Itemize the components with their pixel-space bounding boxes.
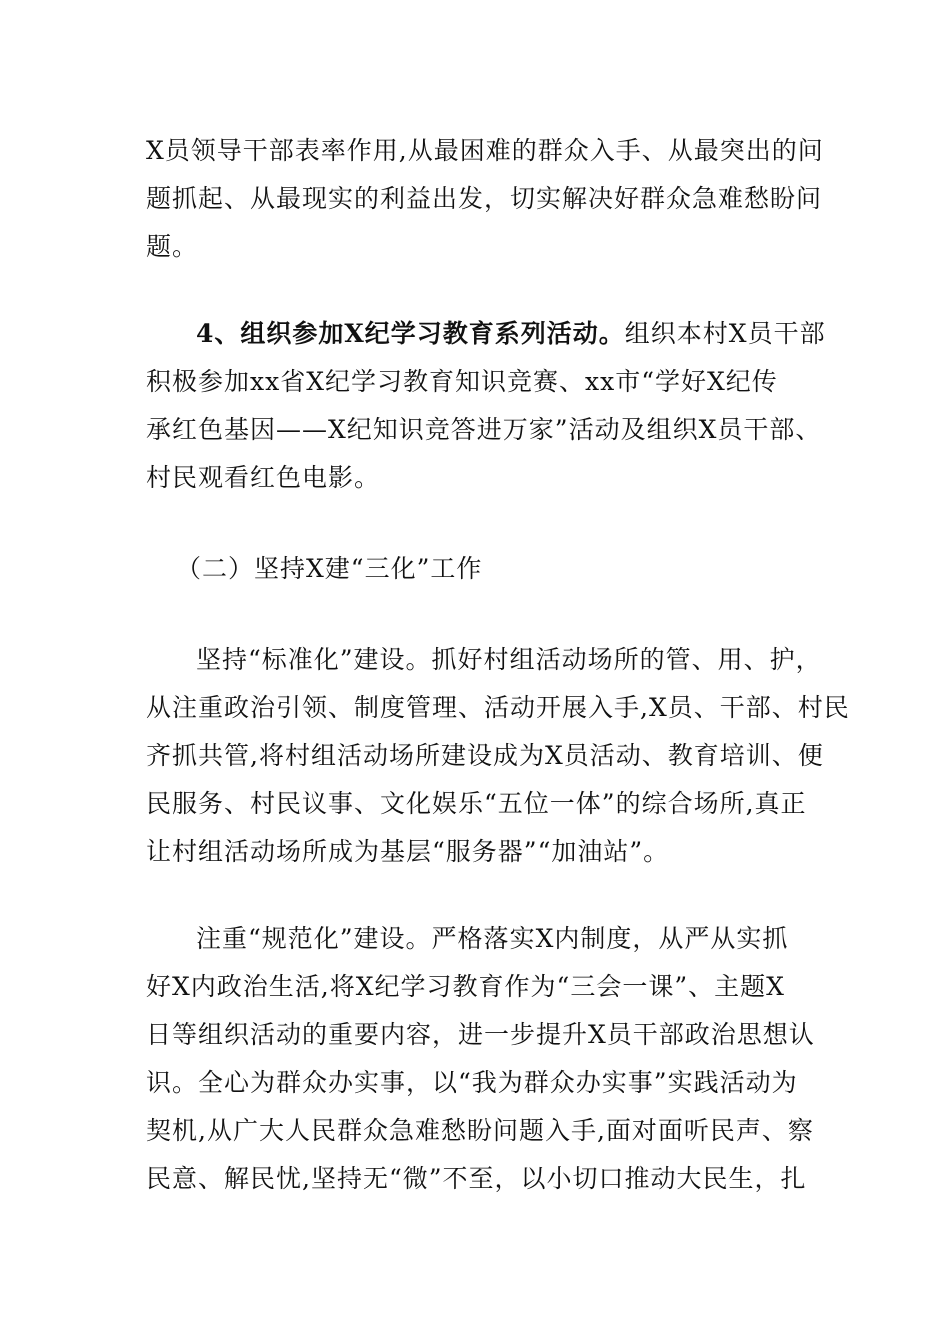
text-line: 齐抓共管,将村组活动场所建设成为X员活动、教育培训、便 [146, 741, 824, 770]
text-line: 民意、解民忧,坚持无“微”不至，以小切口推动大民生，扎 [146, 1164, 807, 1193]
text-line: 契机,从广大人民群众急难愁盼问题入手,面对面听民声、察 [146, 1116, 814, 1145]
text-line: 从注重政治引领、制度管理、活动开展入手,X员、干部、村民 [146, 693, 850, 722]
text-line: 村民观看红色电影。 [146, 463, 381, 492]
section-heading: （二）坚持X建“三化”工作 [176, 554, 483, 583]
text-line: 日等组织活动的重要内容，进一步提升X员干部政治思想认 [146, 1020, 815, 1049]
text-line: 题。 [146, 232, 199, 261]
text-line: 好X内政治生活,将X纪学习教育作为“三会一课”、主题X [146, 972, 785, 1001]
text-line: 承红色基因——X纪知识竞答进万家”活动及组织X员干部、 [146, 415, 822, 444]
text-line: 民服务、村民议事、文化娱乐“五位一体”的综合场所,真正 [146, 789, 807, 818]
text-line: 坚持“标准化”建设。抓好村组活动场所的管、用、护， [196, 645, 822, 674]
item-4-text: 组织本村X员干部 [624, 319, 826, 348]
text-line: 题抓起、从最现实的利益出发，切实解决好群众急难愁盼问 [146, 184, 823, 213]
item-4-first-line [196, 318, 826, 350]
text-line: 让村组活动场所成为基层“服务器”“加油站”。 [146, 837, 670, 866]
text-line: X员领导干部表率作用,从最困难的群众入手、从最突出的问 [146, 136, 824, 165]
text-line: 积极参加xx省X纪学习教育知识竞赛、xx市“学好X纪传 [146, 367, 778, 396]
text-line: 识。全心为群众办实事，以“我为群众办实事”实践活动为 [146, 1068, 798, 1097]
text-line: 注重“规范化”建设。严格落实X内制度，从严从实抓 [196, 924, 789, 953]
item-4-bold-lead: 4、组织参加X纪学习教育系列活动。 [196, 319, 625, 348]
